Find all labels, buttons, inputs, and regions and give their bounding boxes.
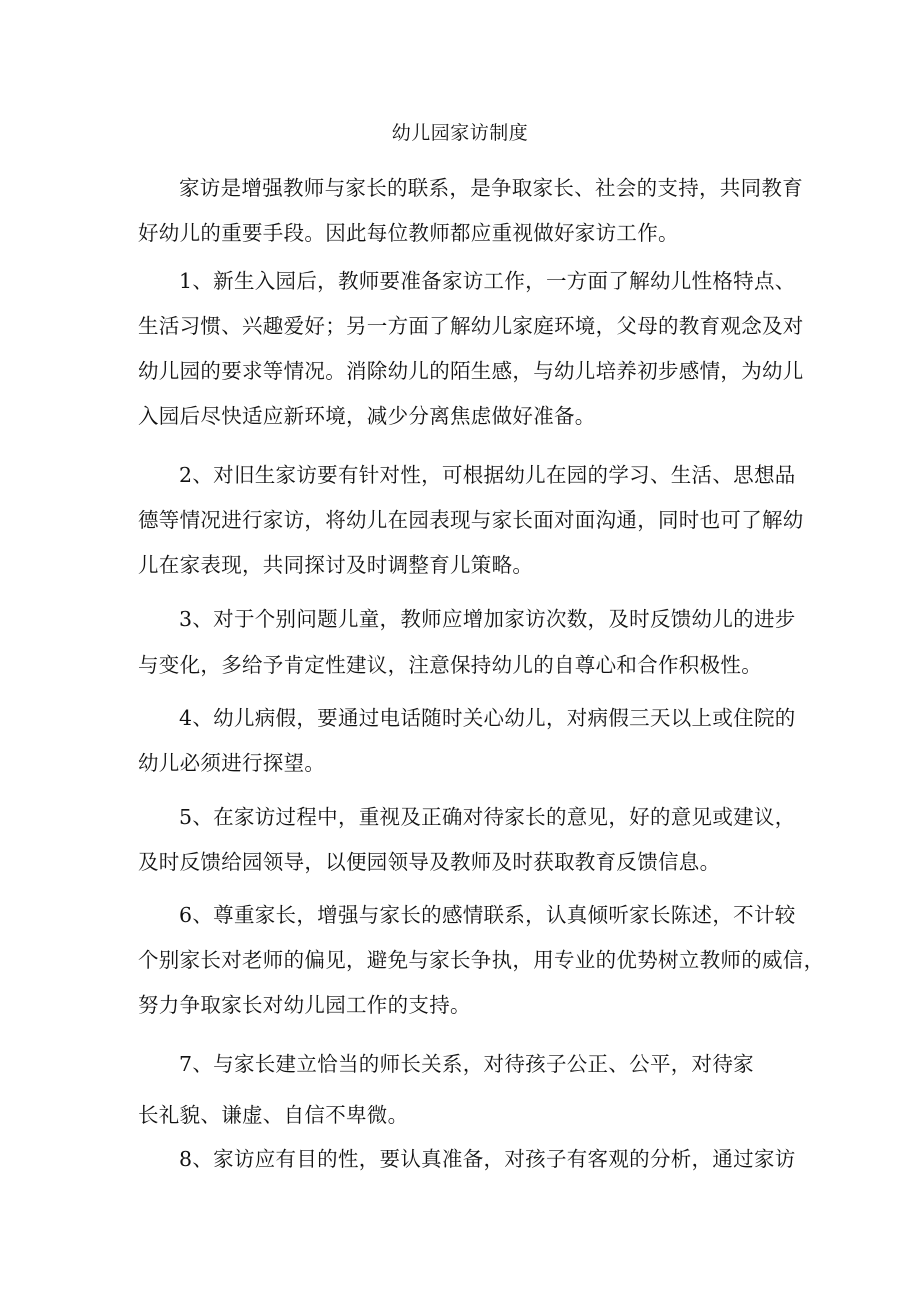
item-7-line-1: 7、与家长建立恰当的师长关系，对待孩子公正、公平，对待家 [179,1052,754,1076]
item-4-line-1: 4、幼儿病假，要通过电话随时关心幼儿，对病假三天以上或住院的 [179,706,796,730]
item-1-line-4: 入园后尽快适应新环境，减少分离焦虑做好准备。 [138,404,596,428]
item-2-line-1: 2、对旧生家访要有针对性，可根据幼儿在园的学习、生活、思想品 [179,463,796,487]
item-2-line-3: 儿在家表现，共同探讨及时调整育儿策略。 [138,553,534,577]
item-6-line-2: 个别家长对老师的偏见，避免与家长争执，用专业的优势树立教师的威信， [138,948,825,972]
item-2-line-2: 德等情况进行家访，将幼儿在园表现与家长面对面沟通，同时也可了解幼 [138,508,804,532]
item-6-line-3: 努力争取家长对幼儿园工作的支持。 [138,993,471,1017]
item-3-line-1: 3、对于个别问题儿童，教师应增加家访次数，及时反馈幼儿的进步 [179,607,796,631]
item-1-line-2: 生活习惯、兴趣爱好；另一方面了解幼儿家庭环境，父母的教育观念及对 [138,314,804,338]
item-3-line-2: 与变化，多给予肯定性建议，注意保持幼儿的自尊心和合作积极性。 [138,653,762,677]
item-1-line-1: 1、新生入园后，教师要准备家访工作，一方面了解幼儿性格特点、 [179,269,796,293]
paragraph-intro-line-2: 好幼儿的重要手段。因此每位教师都应重视做好家访工作。 [138,221,679,245]
item-6-line-1: 6、尊重家长，增强与家长的感情联系，认真倾听家长陈述，不计较 [179,903,796,927]
item-1-line-3: 幼儿园的要求等情况。消除幼儿的陌生感，与幼儿培养初步感情，为幼儿 [138,359,804,383]
item-4-line-2: 幼儿必须进行探望。 [138,751,326,775]
document-title: 幼儿园家访制度 [391,122,529,144]
item-7-line-2: 长礼貌、谦虚、自信不卑微。 [138,1103,409,1127]
item-5-line-1: 5、在家访过程中，重视及正确对待家长的意见，好的意见或建议， [179,805,796,829]
paragraph-intro-line-1: 家访是增强教师与家长的联系，是争取家长、社会的支持，共同教育 [179,176,803,200]
item-5-line-2: 及时反馈给园领导，以便园领导及教师及时获取教育反馈信息。 [138,850,721,874]
item-8-line-1: 8、家访应有目的性，要认真准备，对孩子有客观的分析，通过家访 [179,1147,796,1171]
